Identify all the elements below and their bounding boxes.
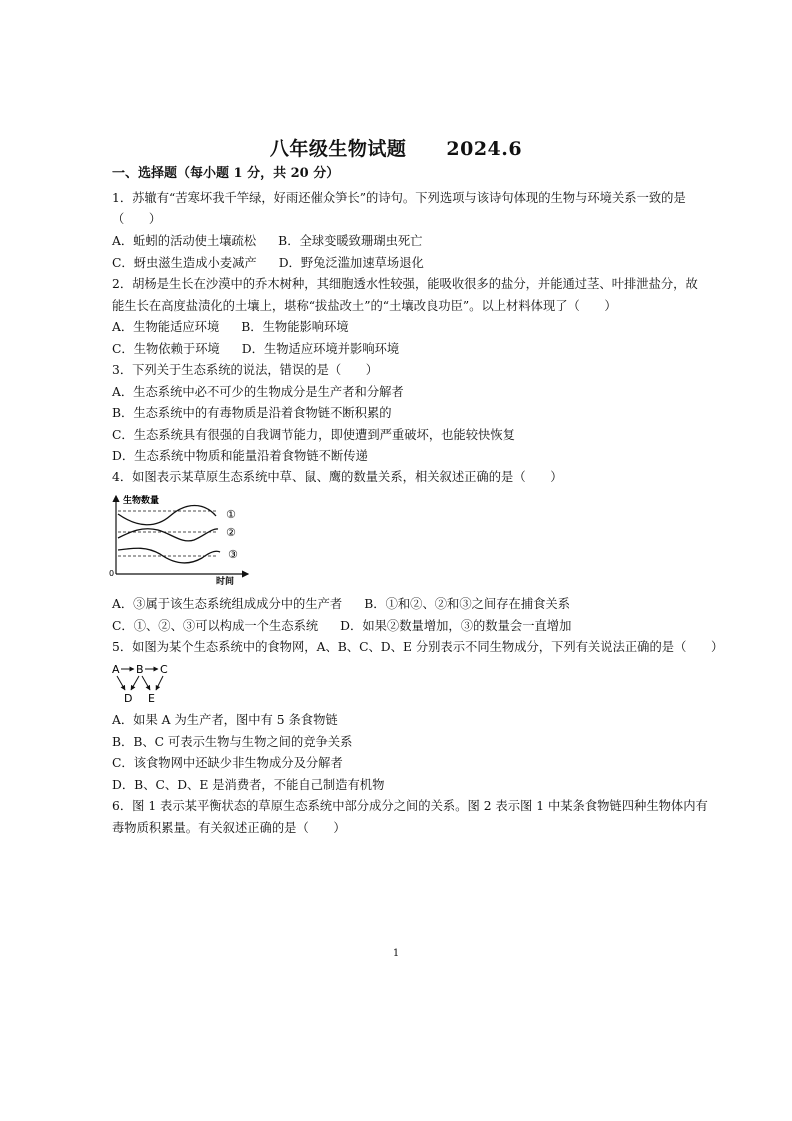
q1-stem-line2: （ ） [112, 212, 162, 226]
node-a: A [112, 663, 120, 676]
section-heading: 一、选择题（每小题 1 分，共 20 分） [112, 166, 340, 181]
q3-option-c: C．生态系统具有很强的自我调节能力，即使遭到严重破坏，也能较快恢复 [112, 428, 515, 442]
q4-population-graph [108, 492, 258, 586]
node-d: D [124, 692, 133, 705]
q6-stem-line1: 6．图 1 表示某平衡状态的草原生态系统中部分成分之间的关系。图 2 表示图 1 中某条食物链四种生物体内有 [112, 799, 708, 813]
q1-option-d: D．野兔泛滥加速草场退化 [278, 256, 424, 270]
q2-options-row2 [112, 341, 399, 357]
curve-1 [118, 506, 216, 525]
q2-option-a: A．生物能适应环境 [112, 320, 220, 334]
arrow-b-e [142, 676, 150, 690]
q1-option-b: B．全球变暖致珊瑚虫死亡 [278, 234, 423, 248]
curve-2-label: ② [226, 526, 236, 539]
q2-option-b: B．生物能影响环境 [241, 320, 349, 334]
y-axis-label: 生物数量 [123, 496, 160, 506]
q1-option-a: A．蚯蚓的活动使土壤疏松 [112, 234, 257, 248]
q5-option-b: B．B、C 可表示生物与生物之间的竞争关系 [112, 735, 353, 749]
q2-options-row1 [112, 319, 349, 335]
page-title [0, 134, 792, 161]
node-e: E [148, 692, 155, 705]
q5-food-web-diagram [108, 660, 178, 706]
q1-options-row2 [112, 255, 424, 271]
q4-options-row1 [112, 596, 570, 612]
arrow-b-d [131, 676, 139, 690]
q1-stem-line1: 1．苏辙有“苦寒坏我千竿绿，好雨还催众笋长”的诗句。下列选项与该诗句体现的生物与环境关系一致的是 [112, 191, 686, 205]
title-text: 八年级生物试题 [269, 138, 407, 160]
curve-2 [118, 529, 218, 541]
node-c: C [160, 663, 168, 676]
curve-3 [118, 548, 220, 563]
page-number: 1 [392, 948, 400, 959]
q3-option-a: A．生态系统中必不可少的生物成分是生产者和分解者 [112, 385, 404, 399]
q5-option-a: A．如果 A 为生产者，图中有 5 条食物链 [112, 713, 338, 727]
q1-options-row1 [112, 233, 422, 249]
origin-label: 0 [109, 569, 115, 578]
q1-option-c: C．蚜虫滋生造成小麦减产 [112, 256, 257, 270]
q5-option-d: D．B、C、D、E 是消费者，不能自己制造有机物 [112, 778, 385, 792]
x-axis-label: 时间 [216, 577, 235, 586]
q4-option-a: A．③属于该生态系统组成成分中的生产者 [112, 597, 343, 611]
q4-option-b: B．①和②、②和③之间存在捕食关系 [364, 597, 571, 611]
q5-stem: 5．如图为某个生态系统中的食物网，A、B、C、D、E 分别表示不同生物成分，下列有关说法正确的是（ ） [112, 640, 724, 654]
arrow-c-e [156, 676, 163, 690]
q6-stem-line2: 毒物质积累量。有关叙述正确的是（ ） [112, 821, 346, 835]
arrow-a-d [117, 676, 125, 690]
curve-1-label: ① [226, 508, 236, 521]
q2-option-c: C．生物依赖于环境 [112, 342, 220, 356]
q2-stem-line1: 2．胡杨是生长在沙漠中的乔木树种，其细胞透水性较强，能吸收很多的盐分，并能通过茎、叶排泄盐分，故 [112, 277, 698, 291]
q3-stem: 3．下列关于生态系统的说法，错误的是（ ） [112, 363, 379, 377]
q2-option-d: D．生物适应环境并影响环境 [241, 342, 400, 356]
q4-options-row2 [112, 618, 571, 634]
q4-stem: 4．如图表示某草原生态系统中草、鼠、鹰的数量关系，相关叙述正确的是（ ） [112, 470, 563, 484]
q4-option-d: D．如果②数量增加，③的数量会一直增加 [340, 619, 572, 633]
title-year: 2024.6 [446, 138, 523, 160]
q4-option-c: C．①、②、③可以构成一个生态系统 [112, 619, 319, 633]
q3-option-b: B．生态系统中的有毒物质是沿着食物链不断积累的 [112, 406, 392, 420]
node-b: B [136, 663, 144, 676]
q5-option-c: C．该食物网中还缺少非生物成分及分解者 [112, 756, 343, 770]
q3-option-d: D．生态系统中物质和能量沿着食物链不断传递 [112, 449, 368, 463]
q2-stem-line2: 能生长在高度盐渍化的土壤上，堪称“拔盐改土”的“土壤改良功臣”。以上材料体现了（ ） [112, 299, 617, 313]
curve-3-label: ③ [228, 548, 238, 561]
